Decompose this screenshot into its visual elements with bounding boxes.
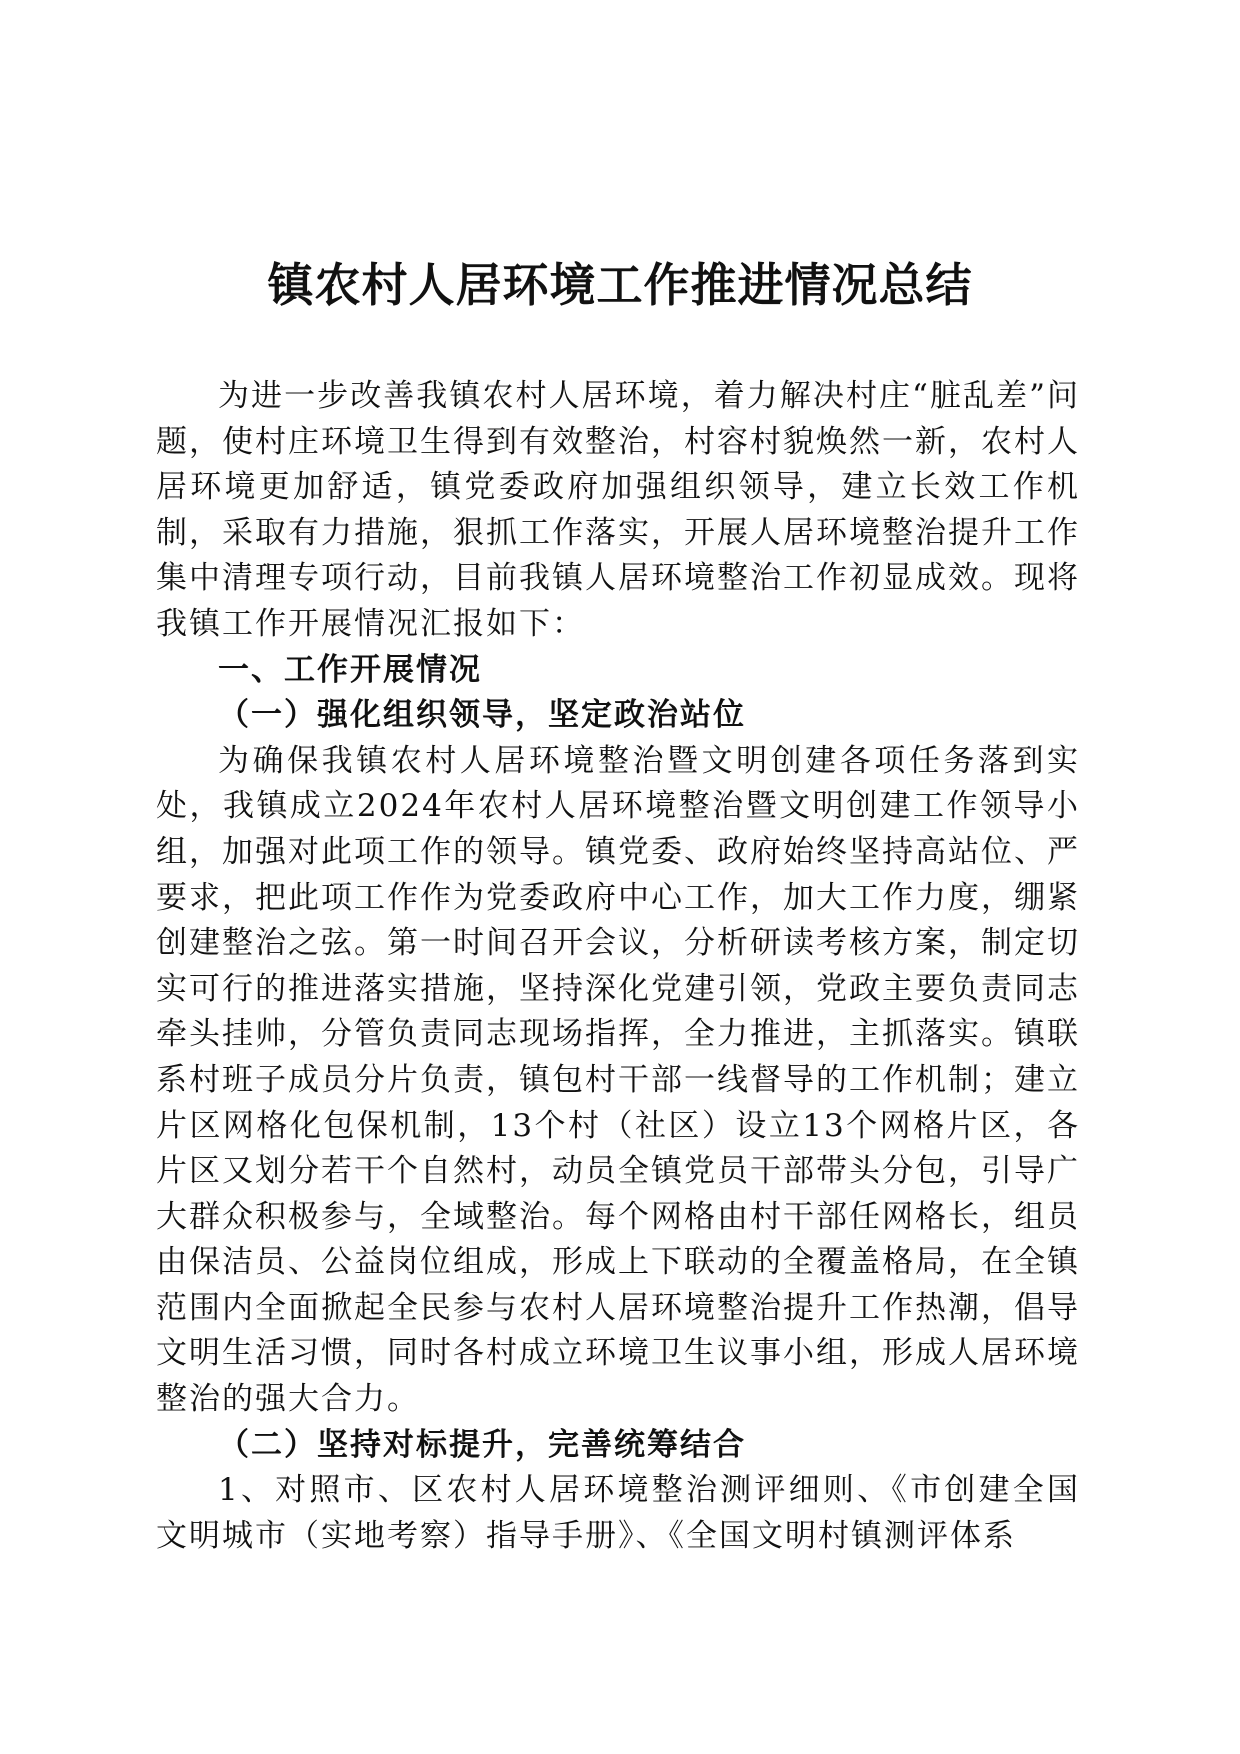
subsection-heading-1: （一）强化组织领导，坚定政治站位 [218, 697, 746, 734]
subsection-2-paragraph: 1、对照市、区农村人居环境整治测评细则、《市创建全国文明城市（实地考察）指导手册》、《全国文明村镇测评体系 [156, 1472, 1080, 1554]
document-body [156, 374, 1080, 1559]
intro-paragraph: 为进一步改善我镇农村人居环境，着力解决村庄“脏乱差”问题，使村庄环境卫生得到有效整治，村容村貌焕然一新，农村人居环境更加舒适，镇党委政府加强组织领导，建立长效工作机制，采取有力措施，狠抓工作落实，开展人居环境整治提升工作集中清理专项行动，目前我镇人居环境整治工作初显成效。现将我镇工作开展情况汇报如下： [156, 378, 1080, 642]
section-heading-1: 一、工作开展情况 [218, 651, 482, 688]
subsection-heading-2: （二）坚持对标提升，完善统筹结合 [218, 1426, 746, 1463]
document-title: 镇农村人居环境工作推进情况总结 [267, 258, 973, 312]
subsection-1-paragraph: 为确保我镇农村人居环境整治暨文明创建各项任务落到实处，我镇成立2024年农村人居环境整治暨文明创建工作领导小组，加强对此项工作的领导。镇党委、政府始终坚持高站位、严要求，把此项工作作为党委政府中心工作，加大工作力度，绷紧创建整治之弦。第一时间召开会议，分析研读考核方案，制定切实可行的推进落实措施，坚持深化党建引领，党政主要负责同志牵头挂帅，分管负责同志现场指挥，全力推进，主抓落实。镇联系村班子成员分片负责，镇包村干部一线督导的工作机制；建立片区网格化包保机制，13个村（社区）设立13个网格片区，各片区又划分若干个自然村，动员全镇党员干部带头分包，引导广大群众积极参与，全域整治。每个网格由村干部任网格长，组员由保洁员、公益岗位组成，形成上下联动的全覆盖格局，在全镇范围内全面掀起全民参与农村人居环境整治提升工作热潮，倡导文明生活习惯，同时各村成立环境卫生议事小组，形成人居环境整治的强大合力。 [156, 742, 1080, 1418]
